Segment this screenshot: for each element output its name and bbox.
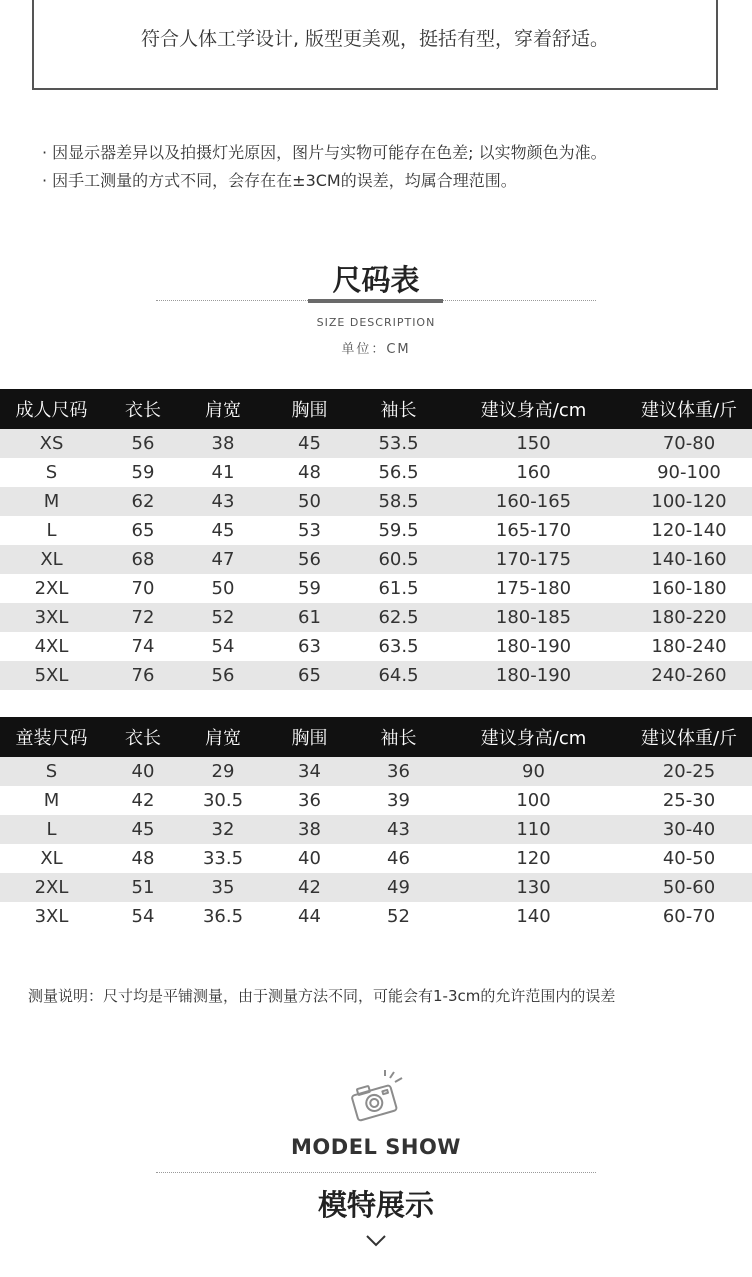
notes: [42, 139, 607, 195]
table-cell: M: [0, 786, 103, 815]
table-cell: 47: [183, 545, 263, 574]
table-cell: S: [0, 757, 103, 786]
table-cell: 52: [356, 902, 441, 931]
table-cell: 180-190: [441, 661, 626, 690]
table-cell: 120-140: [626, 516, 752, 545]
table-cell: 64.5: [356, 661, 441, 690]
table-cell: L: [0, 516, 103, 545]
table-cell: 160-165: [441, 487, 626, 516]
table-row: [0, 661, 752, 690]
table-cell: L: [0, 815, 103, 844]
table-cell: 140-160: [626, 545, 752, 574]
note-measure: · 因手工测量的方式不同，会存在在±3CM的误差，均属合理范围。: [42, 171, 517, 190]
table-cell: 3XL: [0, 603, 103, 632]
table-cell: 65: [103, 516, 183, 545]
table-row: [0, 757, 752, 786]
table-cell: 70: [103, 574, 183, 603]
table-cell: 53: [263, 516, 356, 545]
table-cell: 30-40: [626, 815, 752, 844]
table-cell: 36.5: [183, 902, 263, 931]
table-cell: 59: [103, 458, 183, 487]
adult-size-table: [0, 389, 752, 690]
table-header-row: [0, 389, 752, 429]
table-cell: 36: [263, 786, 356, 815]
table-cell: 48: [103, 844, 183, 873]
table-cell: 90: [441, 757, 626, 786]
table-cell: 43: [183, 487, 263, 516]
table-row: [0, 458, 752, 487]
table-row: [0, 786, 752, 815]
table-cell: 32: [183, 815, 263, 844]
table-cell: 60.5: [356, 545, 441, 574]
table-row: [0, 545, 752, 574]
table-cell: 3XL: [0, 902, 103, 931]
table-cell: 38: [263, 815, 356, 844]
table-cell: 63.5: [356, 632, 441, 661]
table-cell: 52: [183, 603, 263, 632]
model-divider: [156, 1172, 596, 1173]
table-cell: 62.5: [356, 603, 441, 632]
table-cell: 74: [103, 632, 183, 661]
table-cell: 34: [263, 757, 356, 786]
table-cell: 51: [103, 873, 183, 902]
table-cell: 170-175: [441, 545, 626, 574]
table-cell: S: [0, 458, 103, 487]
table-row: [0, 603, 752, 632]
table-cell: 42: [263, 873, 356, 902]
table-cell: 42: [103, 786, 183, 815]
column-header: 建议身高/cm: [441, 717, 626, 757]
table-cell: 61.5: [356, 574, 441, 603]
column-header: 建议体重/斤: [626, 717, 752, 757]
table-cell: 60-70: [626, 902, 752, 931]
table-cell: 40-50: [626, 844, 752, 873]
unit-label: 单位：CM: [341, 342, 411, 357]
column-header: 胸围: [263, 389, 356, 429]
table-cell: 56: [263, 545, 356, 574]
table-cell: 54: [103, 902, 183, 931]
model-show-title: MODEL SHOW: [291, 1135, 461, 1159]
table-cell: 49: [356, 873, 441, 902]
table-cell: 130: [441, 873, 626, 902]
table-cell: 180-190: [441, 632, 626, 661]
title-underline: [308, 299, 443, 303]
column-header: 建议身高/cm: [441, 389, 626, 429]
table-row: [0, 574, 752, 603]
column-header: 胸围: [263, 717, 356, 757]
table-cell: 150: [441, 429, 626, 458]
table-cell: 5XL: [0, 661, 103, 690]
column-header: 衣长: [103, 717, 183, 757]
table-cell: 53.5: [356, 429, 441, 458]
table-cell: 59.5: [356, 516, 441, 545]
table-cell: 160-180: [626, 574, 752, 603]
table-row: [0, 516, 752, 545]
size-subtitle: SIZE DESCRIPTION: [316, 316, 436, 329]
table-cell: XL: [0, 844, 103, 873]
table-row: [0, 902, 752, 931]
table-cell: 68: [103, 545, 183, 574]
intro-text: 符合人体工学设计, 版型更美观，挺括有型，穿着舒适。: [140, 28, 610, 50]
table-cell: 38: [183, 429, 263, 458]
table-cell: 100-120: [626, 487, 752, 516]
intro-box: [32, 0, 718, 90]
table-row: [0, 873, 752, 902]
table-cell: 165-170: [441, 516, 626, 545]
table-row: [0, 632, 752, 661]
table-cell: 61: [263, 603, 356, 632]
table-cell: 2XL: [0, 873, 103, 902]
table-cell: XS: [0, 429, 103, 458]
table-cell: 54: [183, 632, 263, 661]
table-cell: 4XL: [0, 632, 103, 661]
column-header: 肩宽: [183, 717, 263, 757]
table-cell: 58.5: [356, 487, 441, 516]
model-show-cn-title: 模特展示: [317, 1188, 434, 1222]
table-cell: 33.5: [183, 844, 263, 873]
table-cell: 140: [441, 902, 626, 931]
table-cell: M: [0, 487, 103, 516]
chevron-down-icon: [366, 1234, 386, 1248]
table-row: [0, 429, 752, 458]
table-cell: 30.5: [183, 786, 263, 815]
column-header: 袖长: [356, 389, 441, 429]
table-header-row: [0, 717, 752, 757]
table-cell: 36: [356, 757, 441, 786]
table-cell: 180-240: [626, 632, 752, 661]
table-cell: 45: [103, 815, 183, 844]
table-row: [0, 815, 752, 844]
table-cell: 35: [183, 873, 263, 902]
column-header: 袖长: [356, 717, 441, 757]
table-cell: 59: [263, 574, 356, 603]
note-color: · 因显示器差异以及拍摄灯光原因，图片与实物可能存在色差; 以实物颜色为准。: [42, 143, 607, 162]
camera-icon: [344, 1068, 406, 1124]
kids-size-table: [0, 717, 752, 931]
table-cell: 100: [441, 786, 626, 815]
table-cell: 45: [183, 516, 263, 545]
table-cell: 240-260: [626, 661, 752, 690]
table-cell: 70-80: [626, 429, 752, 458]
table-cell: 120: [441, 844, 626, 873]
table-cell: 72: [103, 603, 183, 632]
table-cell: 41: [183, 458, 263, 487]
table-cell: 2XL: [0, 574, 103, 603]
column-header: 肩宽: [183, 389, 263, 429]
column-header: 童装尺码: [0, 717, 103, 757]
column-header: 衣长: [103, 389, 183, 429]
table-cell: 45: [263, 429, 356, 458]
table-cell: 40: [263, 844, 356, 873]
table-cell: 160: [441, 458, 626, 487]
table-row: [0, 844, 752, 873]
table-cell: 90-100: [626, 458, 752, 487]
table-cell: 56.5: [356, 458, 441, 487]
table-cell: 76: [103, 661, 183, 690]
measure-note: 测量说明：尺寸均是平铺测量，由于测量方法不同，可能会有1-3cm的允许范围内的误差: [28, 987, 616, 1005]
column-header: 建议体重/斤: [626, 389, 752, 429]
table-row: [0, 487, 752, 516]
table-cell: 50: [183, 574, 263, 603]
table-cell: 50: [263, 487, 356, 516]
table-cell: 180-220: [626, 603, 752, 632]
table-cell: 44: [263, 902, 356, 931]
table-cell: 43: [356, 815, 441, 844]
table-cell: 20-25: [626, 757, 752, 786]
size-chart-title: 尺码表: [332, 263, 420, 297]
table-cell: 63: [263, 632, 356, 661]
table-cell: 56: [183, 661, 263, 690]
table-cell: 180-185: [441, 603, 626, 632]
table-cell: 25-30: [626, 786, 752, 815]
table-cell: 46: [356, 844, 441, 873]
table-cell: 29: [183, 757, 263, 786]
table-cell: 62: [103, 487, 183, 516]
table-cell: 40: [103, 757, 183, 786]
table-cell: 50-60: [626, 873, 752, 902]
table-cell: 175-180: [441, 574, 626, 603]
table-cell: 110: [441, 815, 626, 844]
table-cell: 56: [103, 429, 183, 458]
table-cell: 48: [263, 458, 356, 487]
table-cell: 39: [356, 786, 441, 815]
column-header: 成人尺码: [0, 389, 103, 429]
table-cell: XL: [0, 545, 103, 574]
table-cell: 65: [263, 661, 356, 690]
